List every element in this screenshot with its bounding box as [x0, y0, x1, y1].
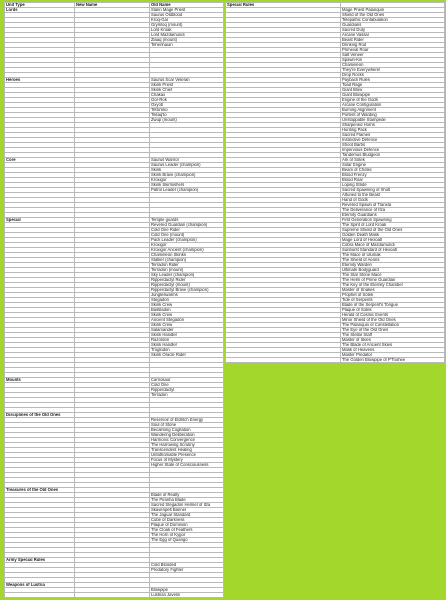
- rule-name-cell[interactable]: They're Everywhere!: [341, 68, 445, 73]
- old-name-cell[interactable]: Terradon Rider: [150, 263, 224, 268]
- old-name-cell[interactable]: Pack Leader (champion): [150, 238, 224, 243]
- unit-type-cell[interactable]: Core: [5, 158, 75, 163]
- rule-name-cell[interactable]: Instinctive Defence: [341, 138, 445, 143]
- old-name-cell[interactable]: Skink Crew: [150, 313, 224, 318]
- old-name-cell[interactable]: Sacred Stegadon Helmet of Itza: [150, 503, 224, 508]
- rule-name-cell[interactable]: Herald of Cosmic Events: [341, 313, 445, 318]
- rule-name-cell[interactable]: The Mace of Ulumak: [341, 253, 445, 258]
- rule-name-cell[interactable]: Master of Skies: [341, 338, 445, 343]
- old-name-cell[interactable]: Carnosaur: [150, 378, 224, 383]
- old-name-cell[interactable]: Skink Crew: [150, 303, 224, 308]
- old-name-cell[interactable]: Cold One (mount): [150, 233, 224, 238]
- old-name-cell[interactable]: Ancient Stegadon: [150, 318, 224, 323]
- old-name-cell[interactable]: Harmonic Convergence: [150, 438, 224, 443]
- old-name-cell[interactable]: Ripperdactyl: [150, 388, 224, 393]
- special-rules-table-body: [226, 3, 445, 363]
- old-name-cell[interactable]: Skink: [150, 168, 224, 173]
- unit-type-cell[interactable]: Heroes: [5, 78, 75, 83]
- unit-type-cell[interactable]: Army Special Rules: [5, 558, 75, 563]
- rule-name-cell[interactable]: Cobra Mace of Mazdamundi: [341, 243, 445, 248]
- rule-name-cell[interactable]: Toad Rage: [341, 83, 445, 88]
- old-name-cell[interactable]: Zwup (mount): [150, 118, 224, 123]
- old-name-cell[interactable]: The Jaguar Standard: [150, 513, 224, 518]
- old-name-cell[interactable]: Kroq-Gar: [150, 18, 224, 23]
- rule-name-cell[interactable]: Chameleon: [341, 63, 445, 68]
- old-name-cell[interactable]: Lustrian Javelin: [150, 593, 224, 598]
- rule-name-cell[interactable]: Unstoppable Stampede: [341, 118, 445, 123]
- units-header-cell[interactable]: New Name: [75, 3, 150, 8]
- rule-name-cell[interactable]: The Helm of Prime Guardian: [341, 278, 445, 283]
- old-name-cell[interactable]: Wandering Deliberation: [150, 433, 224, 438]
- rules-header-cell[interactable]: Special Rules: [226, 3, 341, 8]
- rule-name-cell[interactable]: Tandemus Bludgeon: [341, 153, 445, 158]
- old-name-cell[interactable]: Cube of Darkness: [150, 518, 224, 523]
- old-name-cell[interactable]: Tetto'eko: [150, 108, 224, 113]
- new-name-cell[interactable]: [75, 593, 150, 598]
- rule-name-cell[interactable]: Plaque of Sotek: [341, 308, 445, 313]
- old-name-cell[interactable]: Oxyotl: [150, 103, 224, 108]
- rule-name-cell[interactable]: Sharpened Horns: [341, 123, 445, 128]
- rule-name-cell[interactable]: Shield of the Old Ones: [341, 13, 445, 18]
- rule-name-cell[interactable]: Sunburst Standard of Hexoatl: [341, 248, 445, 253]
- rule-name-cell[interactable]: Loping Stride: [341, 183, 445, 188]
- old-name-cell[interactable]: Salamander: [150, 328, 224, 333]
- old-name-cell[interactable]: Cold One: [150, 383, 224, 388]
- old-name-cell[interactable]: Jungleswarms: [150, 293, 224, 298]
- rule-name-cell[interactable]: The Blade of Ancient Skies: [341, 343, 445, 348]
- units-header-cell[interactable]: Old Name: [150, 3, 224, 8]
- units-table: [4, 2, 224, 598]
- rule-name-cell[interactable]: Drinking Rod: [341, 43, 445, 48]
- unit-type-cell[interactable]: Special: [5, 218, 75, 223]
- rule-name-cell[interactable]: Eternity Warden: [341, 263, 445, 268]
- rule-name-cell[interactable]: The Star Stone Mace: [341, 273, 445, 278]
- old-name-cell[interactable]: Skink Handler: [150, 343, 224, 348]
- old-name-cell[interactable]: Gor-Rok: [150, 98, 224, 103]
- old-name-cell[interactable]: The Horn of Kygor: [150, 533, 224, 538]
- old-name-cell[interactable]: Saurus Scar Veteran: [150, 78, 224, 83]
- rule-name-cell[interactable]: Salt Veneer: [341, 53, 445, 58]
- old-name-cell[interactable]: Skink Skirmishers: [150, 183, 224, 188]
- old-name-cell[interactable]: Stegadon: [150, 298, 224, 303]
- table-row: [5, 593, 224, 598]
- old-name-cell[interactable]: Terradon: [150, 393, 224, 398]
- old-name-cell[interactable]: Plaque of Dominion: [150, 523, 224, 528]
- old-name-cell[interactable]: Chakax: [150, 93, 224, 98]
- rule-name-cell[interactable]: The Palanquin of Constellation: [341, 323, 445, 328]
- unit-type-cell[interactable]: Lords: [5, 8, 75, 13]
- old-name-cell[interactable]: Zlaaq (mount): [150, 38, 224, 43]
- old-name-cell[interactable]: Skavenpelt Banner: [150, 508, 224, 513]
- old-name-cell[interactable]: Becalming Cogitation: [150, 428, 224, 433]
- old-name-cell[interactable]: Lord Kroak: [150, 28, 224, 33]
- rule-name-cell[interactable]: Tide of Serpents: [341, 298, 445, 303]
- old-name-cell[interactable]: The Piranha Blade: [150, 498, 224, 503]
- rule-name-cell[interactable]: Mage Lord of Hexoatl: [341, 238, 445, 243]
- old-name-cell[interactable]: Higher State of Consciousness: [150, 463, 224, 468]
- unit-type-cell[interactable]: Disciplines of the Old Ones: [5, 413, 75, 418]
- old-name-cell[interactable]: Ripperdactyl (mount): [150, 283, 224, 288]
- rule-name-cell[interactable]: Sacred Flames: [341, 133, 445, 138]
- rule-name-cell[interactable]: Solar Engine: [341, 163, 445, 168]
- old-name-cell[interactable]: Cold Blooded: [150, 563, 224, 568]
- old-name-cell[interactable]: Kroxigor: [150, 243, 224, 248]
- spreadsheet-sheet: [1, 1, 444, 599]
- rule-name-cell[interactable]: The Golden Blowpipe of P'Toohee: [341, 358, 445, 363]
- rule-name-cell[interactable]: The Stellar Staff: [341, 333, 445, 338]
- rule-name-cell[interactable]: The Deliverance of Itza: [341, 208, 445, 213]
- units-header-cell[interactable]: Unit Type: [5, 3, 75, 8]
- old-name-cell[interactable]: Troglodon: [150, 348, 224, 353]
- old-name-cell[interactable]: Sky Leader (champion): [150, 273, 224, 278]
- rule-name-cell[interactable]: Payback Rules: [341, 78, 445, 83]
- unit-type-cell[interactable]: Mounts: [5, 378, 75, 383]
- special-rules-table: [225, 2, 445, 363]
- rule-name-cell[interactable]: Primeval Roar: [341, 48, 445, 53]
- old-name-cell[interactable]: Skink Brave (champion): [150, 173, 224, 178]
- old-name-cell[interactable]: The Harrowing Scrutiny: [150, 443, 224, 448]
- rule-name-cell[interactable]: Beam of Chotec: [341, 168, 445, 173]
- rule-name-cell[interactable]: Attuned to the Beast: [341, 193, 445, 198]
- rule-name-cell[interactable]: Arcane Vassal: [341, 33, 445, 38]
- old-name-cell[interactable]: The Cloak of Feathers: [150, 528, 224, 533]
- old-name-cell[interactable]: Revered Guardian (champion): [150, 223, 224, 228]
- old-name-cell[interactable]: Lord Mazdamundi: [150, 33, 224, 38]
- old-name-cell[interactable]: Grymloq (mount): [150, 23, 224, 28]
- rule-name-cell[interactable]: First Generation Spawning: [341, 218, 445, 223]
- rule-name-cell[interactable]: Spawn-Kin: [341, 58, 445, 63]
- old-name-cell[interactable]: Unfathomable Presence: [150, 453, 224, 458]
- rule-name-cell[interactable]: Portent of Warding: [341, 113, 445, 118]
- units-table-body: [5, 3, 224, 598]
- unit-type-cell[interactable]: Treasures of the Old Ones: [5, 488, 75, 493]
- old-name-cell[interactable]: Soul of Stone: [150, 423, 224, 428]
- rule-name-cell[interactable]: Giant Blowpipe: [341, 93, 445, 98]
- old-name-cell[interactable]: Reservoir of Eldritch Energy: [150, 418, 224, 423]
- old-name-cell[interactable]: Terradon (mount): [150, 268, 224, 273]
- rule-name-cell[interactable]: Revered Spawn of Tlanxla: [341, 203, 445, 208]
- old-name-cell[interactable]: Saurus Oldblood: [150, 13, 224, 18]
- old-name-cell[interactable]: Cold One Rider: [150, 228, 224, 233]
- old-name-cell[interactable]: Blade of Realty: [150, 493, 224, 498]
- rule-name-cell[interactable]: Beast Rider: [341, 38, 445, 43]
- rule-name-cell[interactable]: Ark of Sotek: [341, 158, 445, 163]
- rule-name-cell[interactable]: Blade of the Serpent's Tongue: [341, 303, 445, 308]
- old-name-cell[interactable]: Bastiladon: [150, 308, 224, 313]
- old-name-cell[interactable]: Predatory Fighter: [150, 568, 224, 573]
- old-name-cell[interactable]: Focus of Mystery: [150, 458, 224, 463]
- old-name-cell[interactable]: Skink Handler: [150, 333, 224, 338]
- old-name-cell[interactable]: Slann Mage Priest: [150, 8, 224, 13]
- old-name-cell[interactable]: Transcendent Healing: [150, 448, 224, 453]
- rule-name-cell[interactable]: Mage Priest Palanquin: [341, 8, 445, 13]
- unit-type-cell[interactable]: Weapons of Lustria: [5, 583, 75, 588]
- old-name-cell[interactable]: Saurus Warrior: [150, 158, 224, 163]
- old-name-cell[interactable]: Ripperdactyl Rider: [150, 278, 224, 283]
- rule-name-cell[interactable]: Telepathic Confabulation: [341, 18, 445, 23]
- old-name-cell[interactable]: Chameleon Skinks: [150, 253, 224, 258]
- old-name-cell[interactable]: Blowpipe: [150, 588, 224, 593]
- rule-name-cell[interactable]: Burning Alignment: [341, 108, 445, 113]
- rule-name-cell[interactable]: Eternity Guardians: [341, 213, 445, 218]
- old-name-cell[interactable]: Stalker (champion): [150, 258, 224, 263]
- rule-name-cell[interactable]: Prophet of Sotek: [341, 293, 445, 298]
- rule-name-cell[interactable]: Master Predator: [341, 353, 445, 358]
- rule-name-cell[interactable]: Golden Death Mask: [341, 233, 445, 238]
- old-name-cell[interactable]: Kroxigor Ancient (champion): [150, 248, 224, 253]
- old-name-cell[interactable]: Tehenhauin: [150, 43, 224, 48]
- rule-name-cell[interactable]: The Spirit of Lord Kroak: [341, 223, 445, 228]
- rule-name-cell[interactable]: Hand of Gods: [341, 198, 445, 203]
- rule-name-cell[interactable]: Minor Shield of the Old Ones: [341, 318, 445, 323]
- old-name-cell[interactable]: Skink Crew: [150, 323, 224, 328]
- rule-name-cell[interactable]: Supreme Shield of the Old Ones: [341, 228, 445, 233]
- rule-name-cell[interactable]: The Shield of Aeons: [341, 258, 445, 263]
- rule-name-cell[interactable]: Arcane Configuration: [341, 103, 445, 108]
- old-name-cell[interactable]: Patrol Leader (champion): [150, 188, 224, 193]
- old-name-cell[interactable]: Temple guards: [150, 218, 224, 223]
- rule-name-cell[interactable]: Impervious Defence: [341, 148, 445, 153]
- rule-name-cell[interactable]: The Eye of the Old Ones: [341, 328, 445, 333]
- old-name-cell[interactable]: Tiktaq'to: [150, 113, 224, 118]
- rule-name-cell[interactable]: Hunting Pack: [341, 128, 445, 133]
- old-name-cell[interactable]: Kroxigor: [150, 178, 224, 183]
- unit-type-cell[interactable]: [5, 593, 75, 598]
- old-name-cell[interactable]: Skink Chief: [150, 88, 224, 93]
- rule-name-cell[interactable]: Blood Frenzy: [341, 173, 445, 178]
- old-name-cell[interactable]: Saurus Leader (champion): [150, 163, 224, 168]
- rule-name-cell[interactable]: Sacred Duty: [341, 28, 445, 33]
- rule-name-cell[interactable]: Drop Rocks: [341, 73, 445, 78]
- rule-name-cell[interactable]: Sacred Spawning of Xhotl: [341, 188, 445, 193]
- rule-name-cell[interactable]: [226, 358, 341, 363]
- table-row: [226, 358, 445, 363]
- old-name-cell[interactable]: Skink Oracle Rider: [150, 353, 224, 358]
- rule-name-cell[interactable]: Guardians: [341, 23, 445, 28]
- rule-name-cell[interactable]: Ultimate Bodyguard: [341, 268, 445, 273]
- old-name-cell[interactable]: Razordon: [150, 338, 224, 343]
- rule-name-cell[interactable]: Blood Roar: [341, 178, 445, 183]
- rule-name-cell[interactable]: Engine of the Gods: [341, 98, 445, 103]
- old-name-cell[interactable]: The Egg of Quango: [150, 538, 224, 543]
- rule-name-cell[interactable]: The Key of the Eternity Chamber: [341, 283, 445, 288]
- rule-name-cell[interactable]: Mask of Heavens: [341, 348, 445, 353]
- rule-name-cell[interactable]: Master of Snakes: [341, 288, 445, 293]
- old-name-cell[interactable]: Ripperdactyl Brave (champion): [150, 288, 224, 293]
- rule-name-cell[interactable]: Shoot Barbs: [341, 143, 445, 148]
- rule-name-cell[interactable]: Giant Blow: [341, 88, 445, 93]
- old-name-cell[interactable]: Skink Priest: [150, 83, 224, 88]
